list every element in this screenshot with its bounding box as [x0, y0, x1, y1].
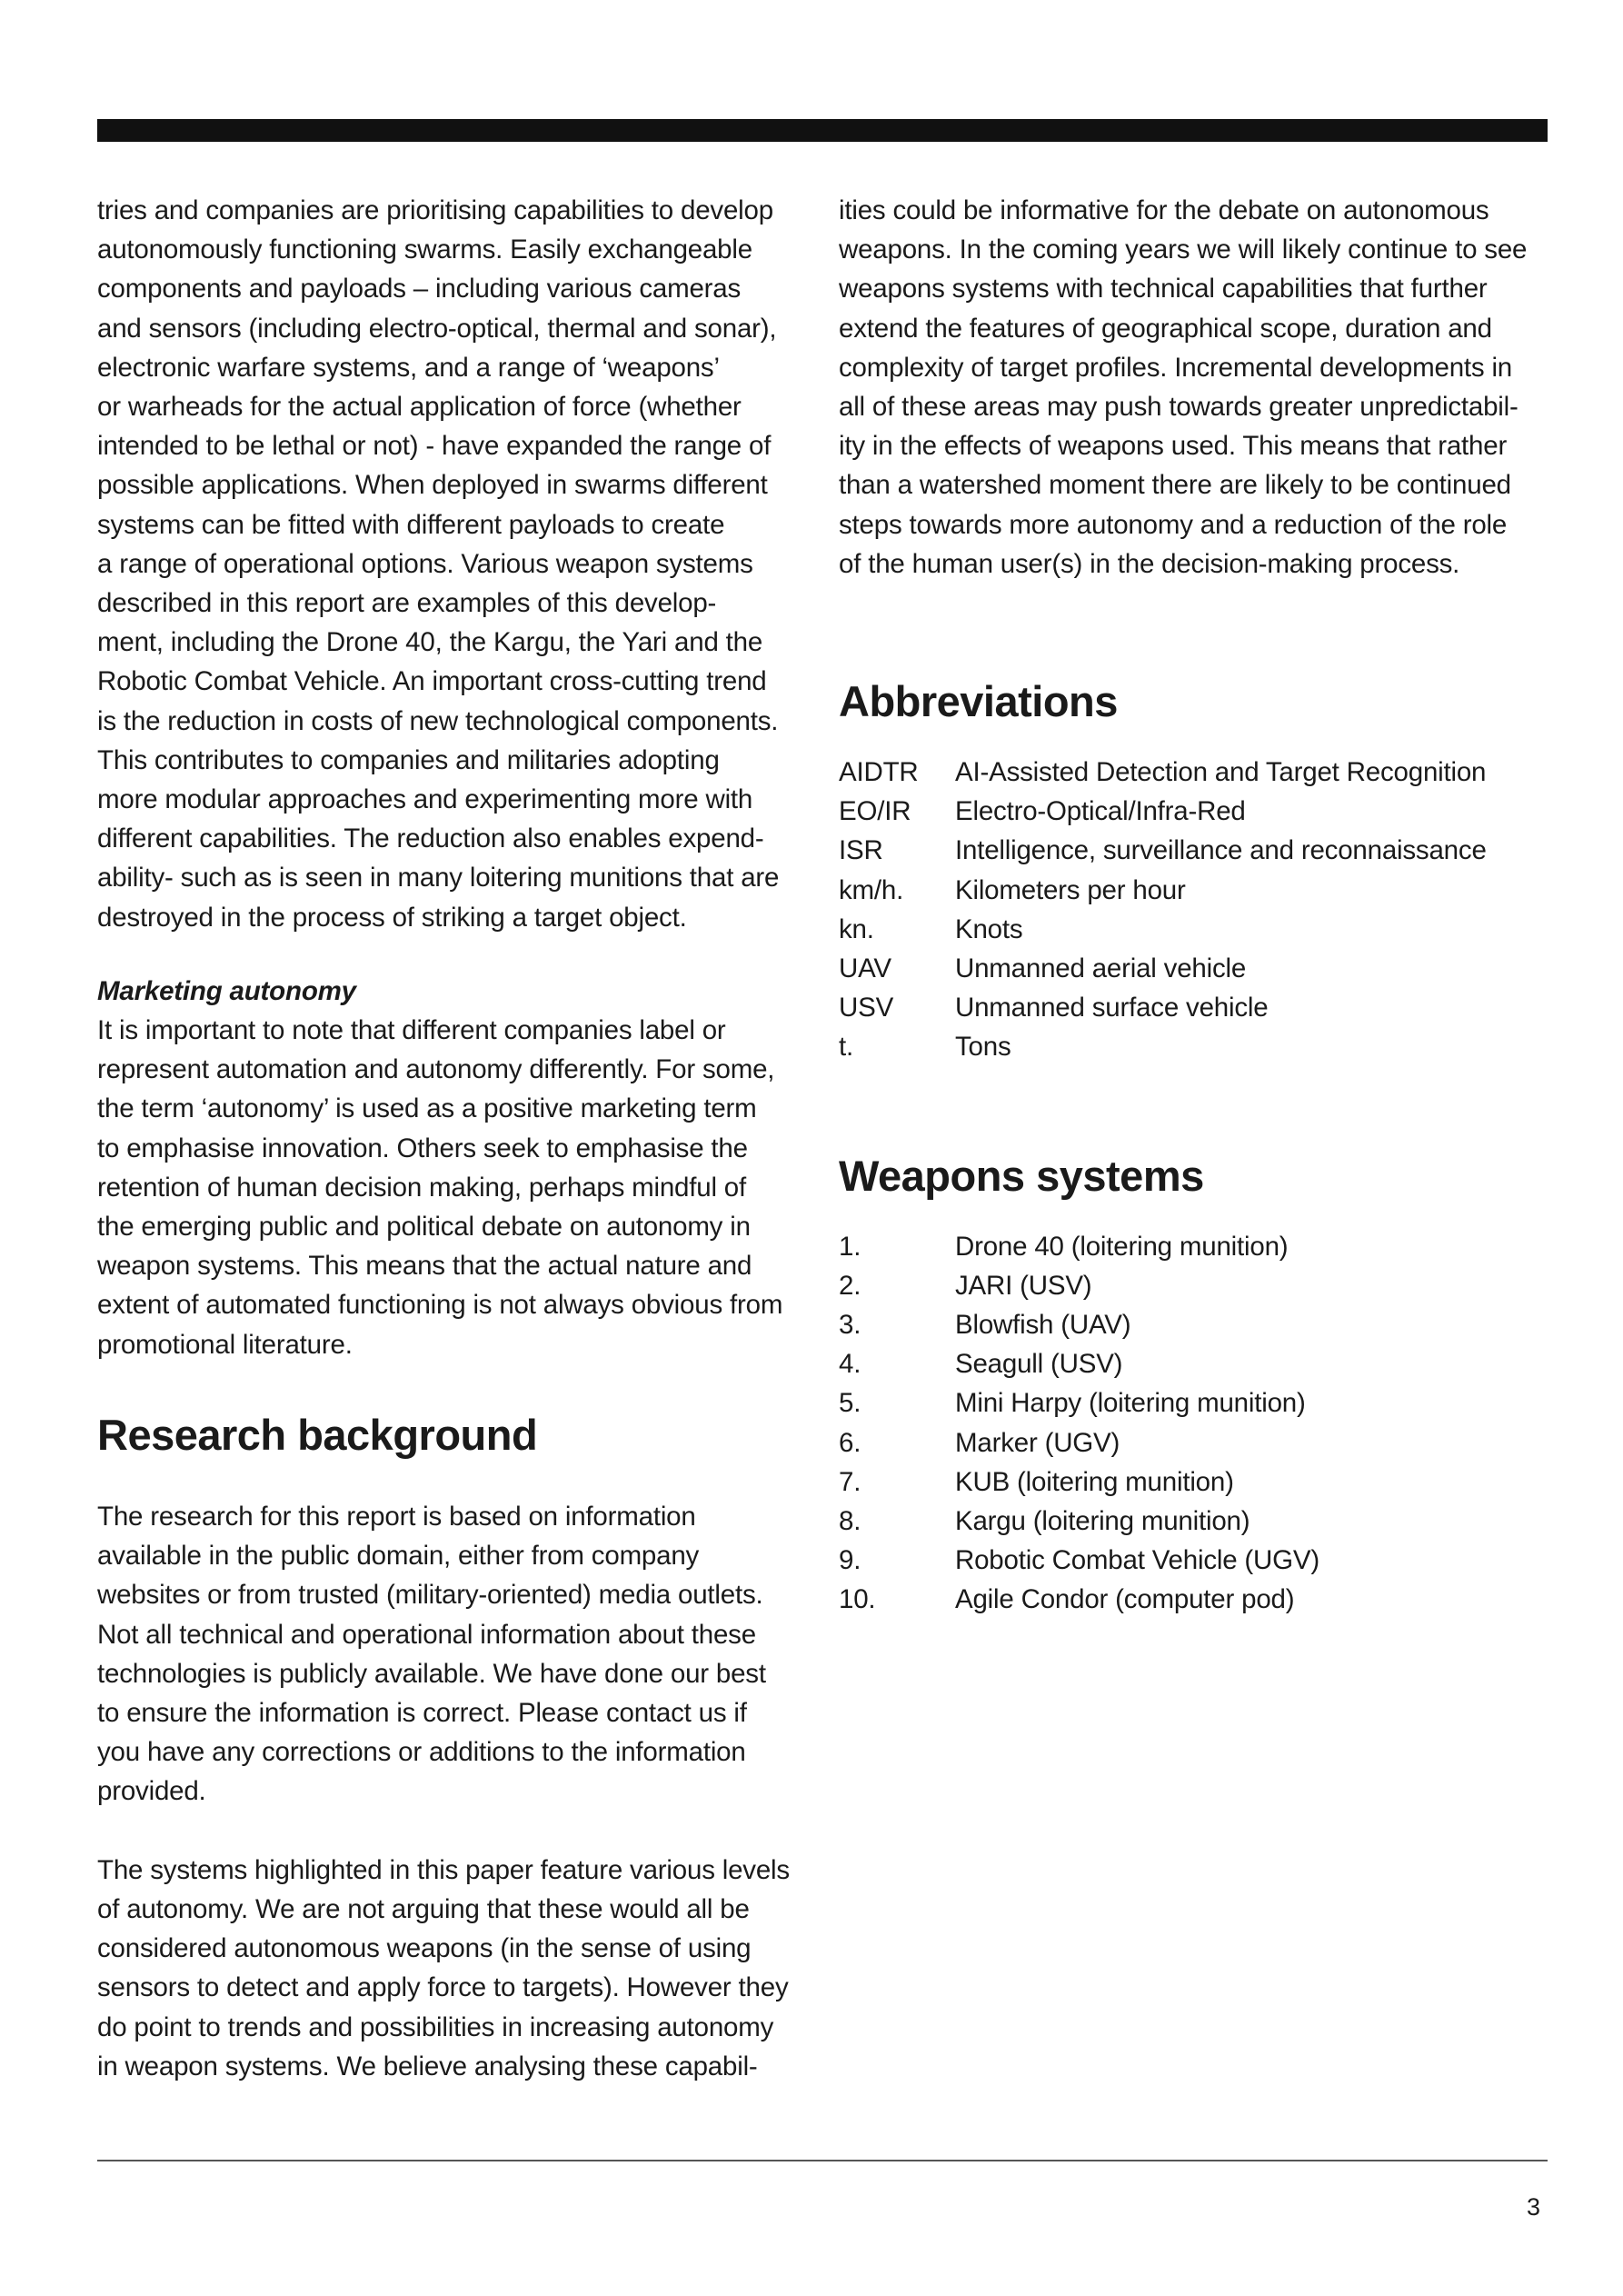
abbreviation-term: ISR: [839, 835, 883, 866]
weapon-name: Agile Condor (computer pod): [955, 1584, 1295, 1615]
header-bar: [97, 119, 1548, 142]
abbreviation-term: USV: [839, 993, 894, 1023]
weapon-name: Blowfish (UAV): [955, 1310, 1131, 1341]
abbreviation-meaning: Electro-Optical/Infra-Red: [955, 796, 1246, 827]
weapon-name: Drone 40 (loitering munition): [955, 1231, 1289, 1262]
weapon-name: JARI (USV): [955, 1270, 1092, 1301]
continued-paragraph: ities could be informative for the debate on autonomous weapons. In the coming years we will likely continue to see weapons systems with technical capabilities that further extend the features of geographical scope, duration and complexity of target profiles. Incremental developments in all of these areas may push towards greater unpredictabil- ity in the effects of weapons used. This means that rather than a watershed moment there are likely to be continued steps towards more autonomy and a reduction of the role of the human user(s) in the decision-making process.: [839, 195, 1528, 579]
abbreviation-meaning: Kilometers per hour: [955, 874, 1186, 905]
abbreviations-heading: Abbreviations: [839, 677, 1118, 726]
abbreviation-meaning: Knots: [955, 913, 1023, 944]
abbreviation-term: UAV: [839, 953, 891, 984]
weapon-number: 4.: [839, 1349, 861, 1380]
weapon-item: [839, 1383, 1319, 1423]
abbreviation-meaning: Intelligence, surveillance and reconnaissance: [955, 835, 1487, 866]
weapon-name: KUB (loitering munition): [955, 1466, 1234, 1497]
weapon-item: [839, 1541, 1319, 1580]
weapon-item: [839, 1580, 1319, 1619]
footer-rule: [97, 2160, 1548, 2161]
abbreviation-meaning: Unmanned surface vehicle: [955, 993, 1269, 1023]
weapon-name: Kargu (loitering munition): [955, 1506, 1250, 1537]
weapon-number: 3.: [839, 1310, 861, 1341]
page-number: 3: [1527, 2193, 1541, 2221]
research-background-text-2: The systems highlighted in this paper feature various levels of autonomy. We are not arguing that these would all be considered autonomous weapons (in the sense of using sensors to detect and apply force to targets). However they do point to trends and possibilities in increasing autonomy in weapon systems. We believe analysing these capabil-: [97, 1854, 790, 2081]
weapon-number: 10.: [839, 1584, 876, 1615]
abbreviation-term: EO/IR: [839, 796, 911, 827]
weapon-item: [839, 1462, 1319, 1502]
weapon-item: [839, 1305, 1319, 1344]
abbreviation-row: [839, 792, 1487, 831]
abbreviation-meaning: Unmanned aerial vehicle: [955, 953, 1247, 984]
abbreviation-row: [839, 988, 1487, 1027]
weapon-item: [839, 1266, 1319, 1305]
weapon-item: [839, 1227, 1319, 1266]
right-column: [839, 191, 1557, 1620]
intro-paragraph: tries and companies are prioritising capabilities to develop autonomously functioning swarms. Easily exchangeable components and payloads – including various cameras and sensors (including electro-optical, thermal and sonar), electronic warfare systems, and a range of ‘weapons’ or warheads for the actual application of force (whether intended to be lethal or not) - have expanded the range of possible applications. When deployed in swarms different systems can be fitted with different payloads to create a range of operational options. Various weapon systems described in this report are examples of this develop- ment, including the Drone 40, the Kargu, the Yari and the Robotic Combat Vehicle. An important cross-cutting trend is the reduction in costs of new technological components. This contributes to companies and militaries adopting more modular approaches and experimenting more with different capabilities. The reduction also enables expend- ability- such as is seen in many loitering munitions that are destroyed in the process of striking a target object.: [97, 195, 780, 933]
abbreviation-row: [839, 1027, 1487, 1066]
weapons-systems-heading: Weapons systems: [839, 1151, 1204, 1200]
weapon-number: 2.: [839, 1270, 861, 1301]
abbreviation-meaning: AI-Assisted Detection and Target Recognition: [955, 757, 1487, 788]
weapon-name: Robotic Combat Vehicle (UGV): [955, 1545, 1320, 1576]
abbreviation-row: [839, 831, 1487, 870]
research-background-text-1: The research for this report is based on information available in the public domain, either from company websites or from trusted (military-oriented) media outlets. Not all technical and operational information about these technologies is publicly available. We have done our best to ensure the information is correct. Please contact us if you have any corrections or additions to the information provided.: [97, 1501, 766, 1807]
weapon-name: Seagull (USV): [955, 1349, 1123, 1380]
weapon-name: Marker (UGV): [955, 1427, 1120, 1458]
weapon-item: [839, 1423, 1319, 1462]
abbreviation-row: [839, 871, 1487, 910]
marketing-autonomy-text: It is important to note that different companies label or represent automation and autonomy differently. For some, the term ‘autonomy’ is used as a positive marketing term to emphasise innovation. Others seek to emphasise the retention of human decision making, perhaps mindful of the emerging public and political debate on autonomy in weapon systems. This means that the actual nature and extent of automated functioning is not always obvious from promotional literature.: [97, 1015, 783, 1360]
abbreviation-row: [839, 949, 1487, 988]
weapon-number: 1.: [839, 1231, 861, 1262]
weapon-number: 8.: [839, 1506, 861, 1537]
weapon-item: [839, 1502, 1319, 1541]
weapons-systems-list: [839, 1227, 1319, 1620]
weapon-number: 6.: [839, 1427, 861, 1458]
abbreviation-row: [839, 753, 1487, 792]
weapon-number: 7.: [839, 1466, 861, 1497]
abbreviation-term: kn.: [839, 913, 874, 944]
abbreviation-row: [839, 910, 1487, 949]
weapon-number: 5.: [839, 1388, 861, 1419]
weapon-number: 9.: [839, 1545, 861, 1576]
left-column: [97, 191, 815, 2086]
abbreviation-term: t.: [839, 1032, 853, 1063]
abbreviation-meaning: Tons: [955, 1032, 1011, 1063]
weapon-name: Mini Harpy (loitering munition): [955, 1388, 1306, 1419]
abbreviations-table: [839, 753, 1487, 1067]
weapon-item: [839, 1344, 1319, 1383]
abbreviation-term: AIDTR: [839, 757, 919, 788]
research-background-heading: Research background: [97, 1410, 538, 1459]
marketing-autonomy-heading: Marketing autonomy: [97, 975, 356, 1006]
abbreviation-term: km/h.: [839, 874, 904, 905]
